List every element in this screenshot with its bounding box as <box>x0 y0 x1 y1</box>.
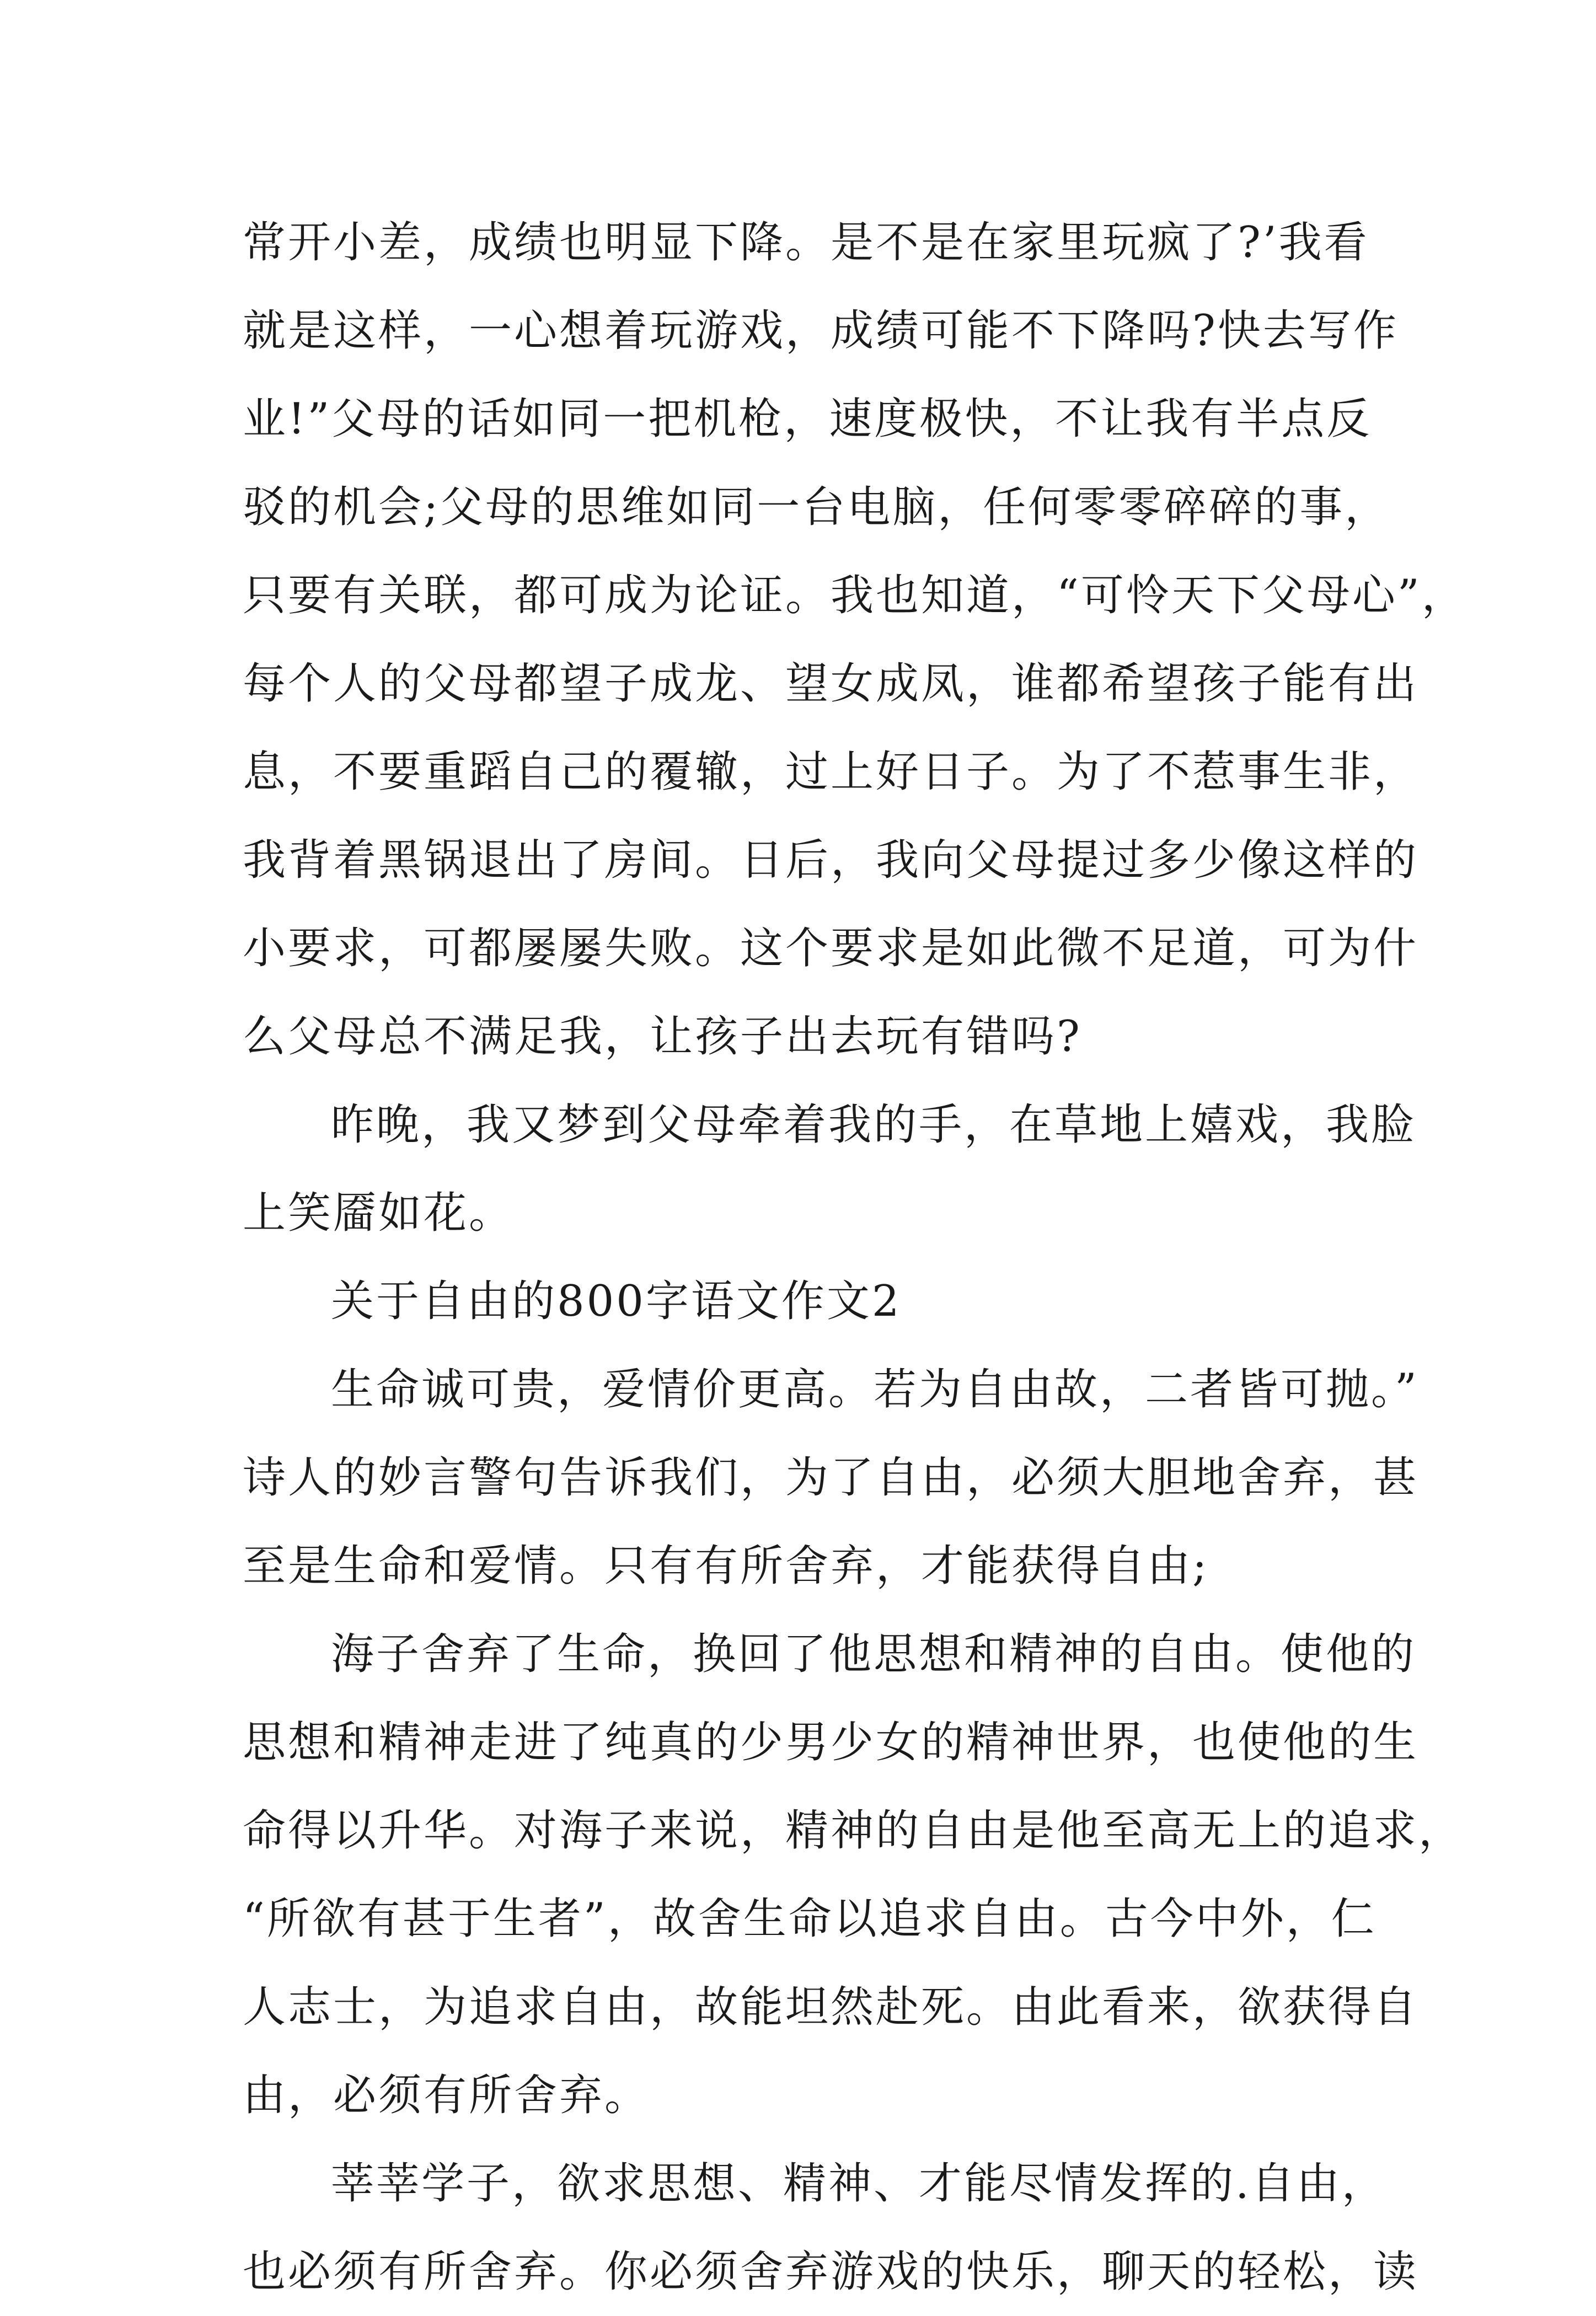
text-line: “所欲有甚于生者”，故舍生命以追求自由。古今中外，仁 <box>243 1894 1377 1944</box>
text-line: 常开小差，成绩也明显下降。是不是在家里玩疯了?’我看 <box>243 218 1369 267</box>
text-line: 诗人的妙言警句告诉我们，为了自由，必须大胆地舍弃，甚 <box>243 1453 1419 1503</box>
text-line: 只要有关联，都可成为论证。我也知道，“可怜天下父母心”， <box>243 571 1467 620</box>
paragraph-start-line: 生命诚可贵，爱情价更高。若为自由故，二者皆可抛。” <box>331 1365 1419 1414</box>
text-line: 人志士，为追求自由，故能坦然赴死。由此看来，欲获得自 <box>243 1982 1419 2032</box>
document-text-body <box>243 199 1467 2316</box>
paragraph-start-line: 莘莘学子，欲求思想、精神、才能尽情发挥的.自由， <box>331 2159 1387 2208</box>
text-line: 每个人的父母都望子成龙、望女成凤，谁都希望孩子能有出 <box>243 659 1419 709</box>
text-line: 业!”父母的话如同一把机枪，速度极快，不让我有半点反 <box>243 394 1372 444</box>
section-heading: 关于自由的800字语文作文2 <box>331 1277 902 1326</box>
text-line: 由，必须有所舍弃。 <box>243 2071 650 2120</box>
paragraph-start-line: 昨晚，我又梦到父母牵着我的手，在草地上嬉戏，我脸 <box>331 1100 1417 1150</box>
paragraph-start-line: 海子舍弃了生命，换回了他思想和精神的自由。使他的 <box>331 1629 1417 1679</box>
text-line: 至是生命和爱情。只有有所舍弃，才能获得自由; <box>243 1541 1209 1591</box>
text-line: 命得以升华。对海子来说，精神的自由是他至高无上的追求， <box>243 1806 1464 1856</box>
text-line: 上笑靥如花。 <box>243 1188 515 1238</box>
text-line: 思想和精神走进了纯真的少男少女的精神世界，也使他的生 <box>243 1718 1419 1767</box>
text-line: 我背着黑锅退出了房间。日后，我向父母提过多少像这样的 <box>243 835 1419 885</box>
text-line: 也必须有所舍弃。你必须舍弃游戏的快乐，聊天的轻松，读 <box>243 2247 1419 2297</box>
text-line: 息，不要重蹈自己的覆辙，过上好日子。为了不惹事生非， <box>243 747 1419 797</box>
text-line: 驳的机会;父母的思维如同一台电脑，任何零零碎碎的事， <box>243 482 1390 532</box>
text-line: 就是这样，一心想着玩游戏，成绩可能不下降吗?快去写作 <box>243 306 1399 356</box>
text-line: 么父母总不满足我，让孩子出去玩有错吗? <box>243 1012 1082 1062</box>
text-line: 小要求，可都屡屡失败。这个要求是如此微不足道，可为什 <box>243 924 1419 973</box>
